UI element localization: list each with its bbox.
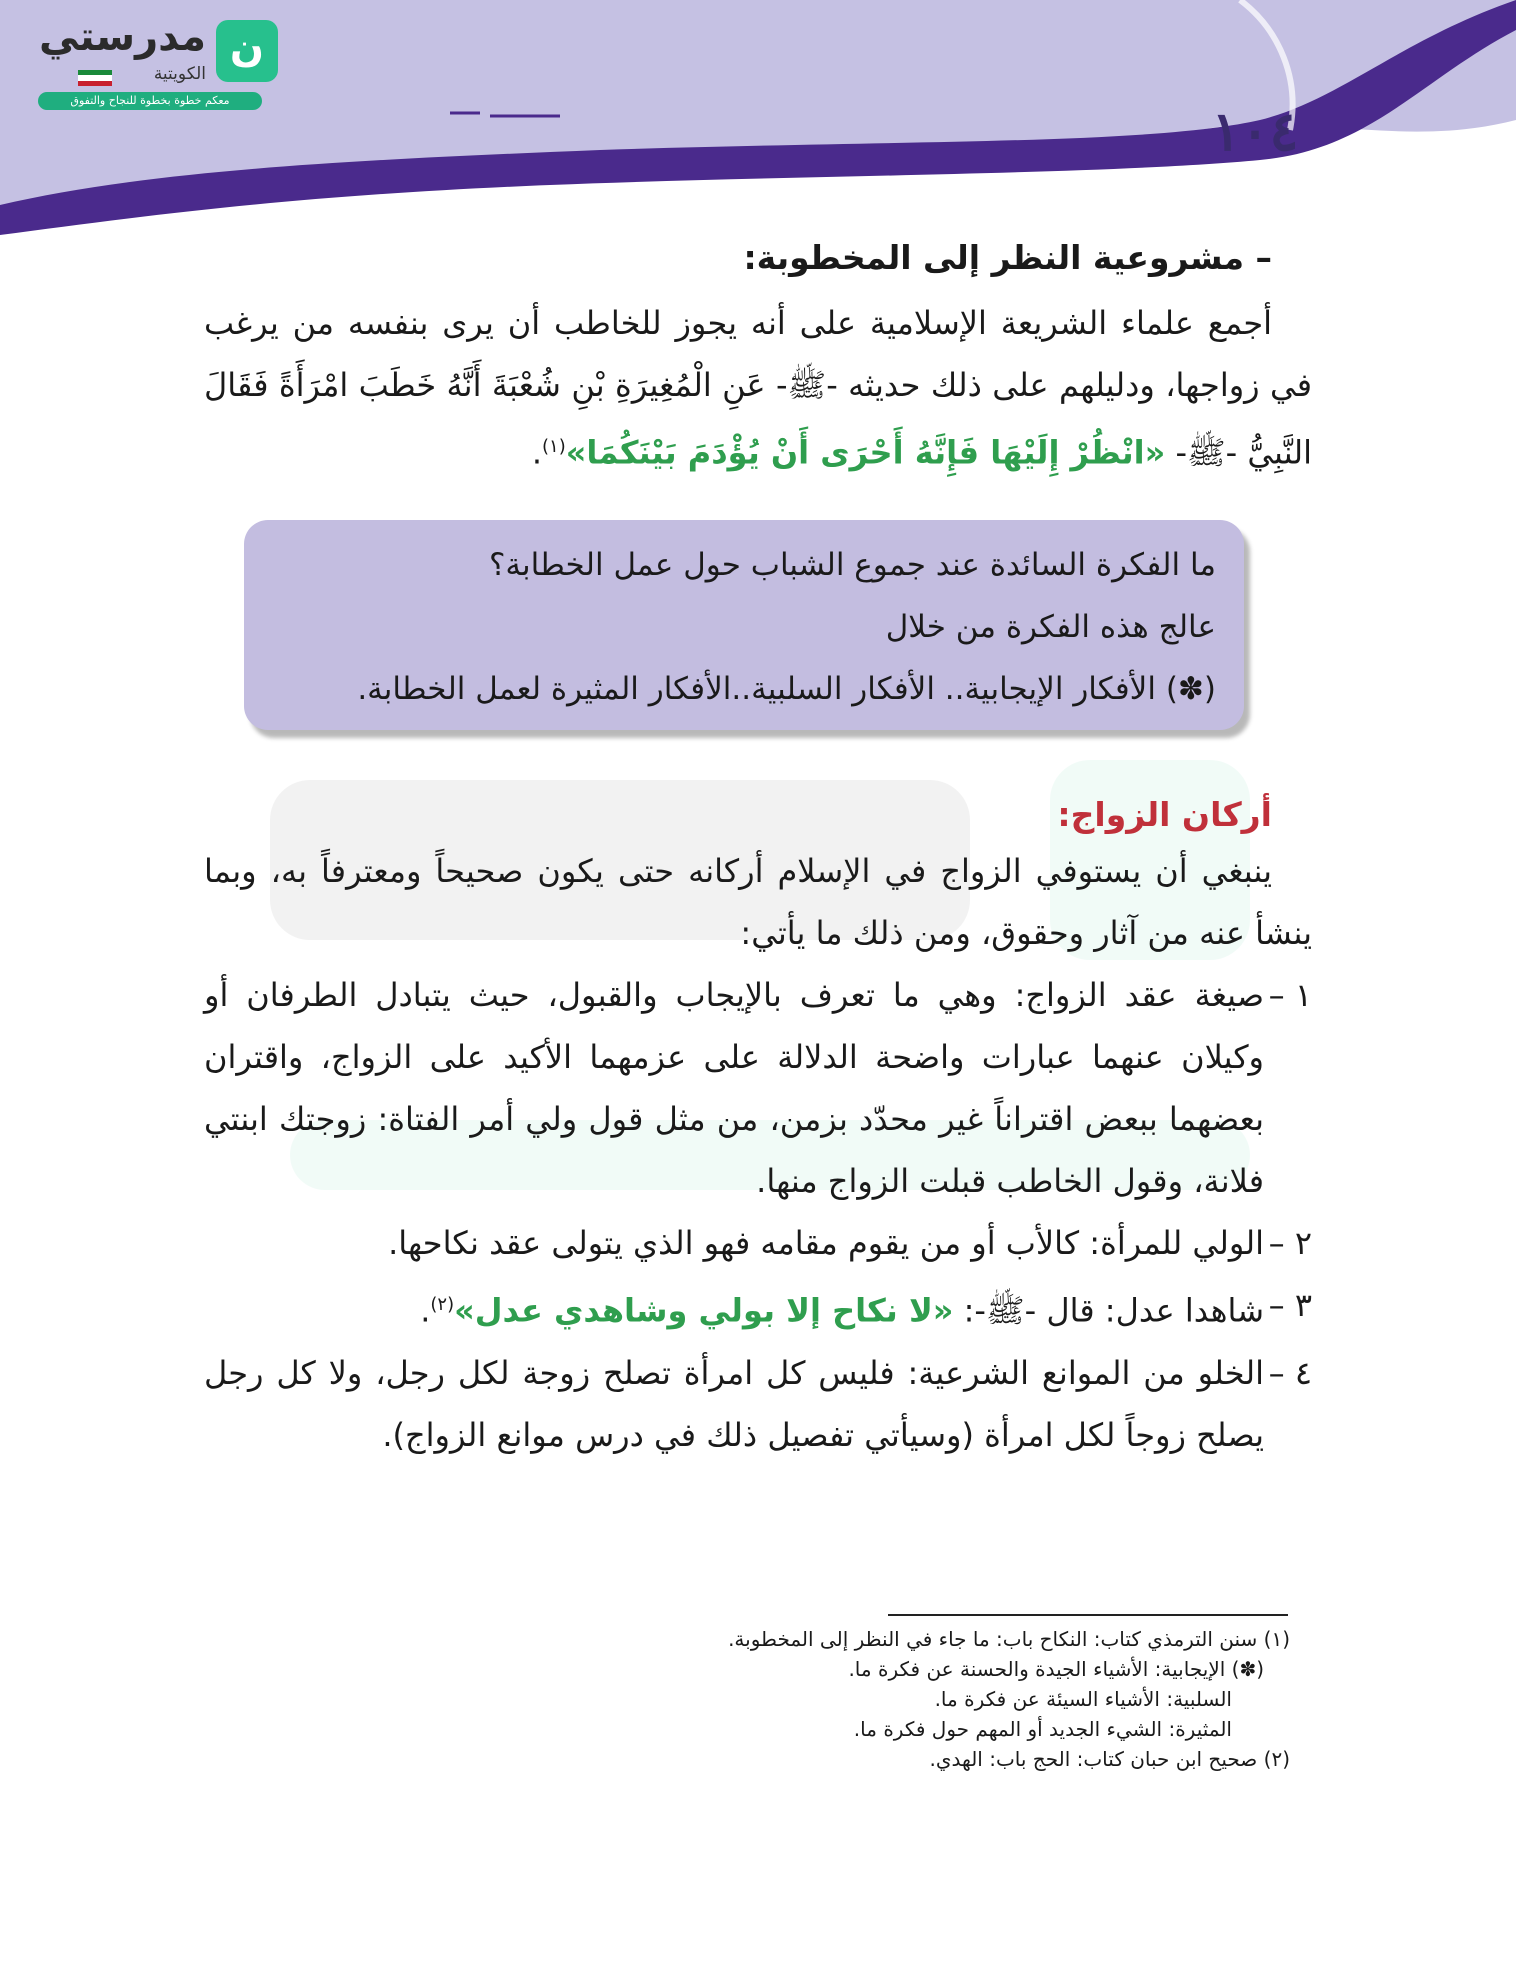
madrasati-logo <box>38 14 278 110</box>
activity-question: ما الفكرة السائدة عند جموع الشباب حول عمل الخطابة؟ <box>488 547 1216 583</box>
footnote-2: (٢) صحيح ابن حبان كتاب: الحج باب: الهدي. <box>929 1747 1290 1771</box>
item-text: صيغة عقد الزواج: وهي ما تعرف بالإيجاب والقبول، حيث يتبادل الطرفان أو وكيلان عنهما عبارات واضحة الدلالة على عزمهما الأكيد على الزواج، واقتران بعضهما ببعض اقتراناً غير محدّد بزمن، من مثل قول ولي أمر الفتاة: زوجتك ابنتي فلانة، وقول الخاطب قبلت الزواج منها. <box>204 976 1264 1200</box>
footnote-ref: (٢) <box>430 1294 455 1315</box>
footnote-divider <box>888 1614 1288 1616</box>
item-number: ١ – <box>1268 976 1312 1014</box>
kuwait-flag-icon <box>78 70 112 86</box>
section-marriage-pillars <box>204 790 1312 1466</box>
footnote-star: (✽) الإيجابية: الأشياء الجيدة والحسنة عن فكرة ما. <box>848 1657 1264 1681</box>
sentence-end: . <box>420 1291 431 1330</box>
hadith-quote: «لا نكاح إلا بولي وشاهدي عدل» <box>454 1291 954 1330</box>
section-intro: ينبغي أن يستوفي الزواج في الإسلام أركانه حتى يكون صحيحاً ومعترفاً به، وبما ينشأ عنه من آثار وحقوق، ومن ذلك ما يأتي: <box>204 852 1312 952</box>
page-number: ١٠٤ <box>1211 99 1299 163</box>
sentence-end: . <box>531 433 542 472</box>
section-heading: – مشروعية النظر إلى المخطوبة: <box>743 238 1272 277</box>
logo-tagline: معكم خطوة بخطوة للنجاح والتفوق <box>38 92 262 110</box>
section-viewing-fiancee <box>204 236 1312 484</box>
logo-country: الكويتية <box>153 64 206 84</box>
activity-instruction: عالج هذه الفكرة من خلال <box>885 609 1216 645</box>
footnote-negative: السلبية: الأشياء السيئة عن فكرة ما. <box>934 1687 1232 1711</box>
logo-name: مدرستي <box>38 14 206 60</box>
section-paragraph <box>204 292 1312 484</box>
item-number: ٣ – <box>1268 1286 1312 1324</box>
pillars-list <box>204 964 1312 1466</box>
list-item <box>204 1274 1312 1342</box>
item-text: الولي للمرأة: كالأب أو من يقوم مقامه فهو الذي يتولى عقد نكاحها. <box>388 1224 1264 1262</box>
list-item <box>204 964 1312 1212</box>
activity-box <box>244 520 1244 730</box>
item-text: الخلو من الموانع الشرعية: فليس كل امرأة تصلح زوجة لكل رجل، ولا كل رجل يصلح زوجاً لكل امرأة (وسيأتي تفصيل ذلك في درس موانع الزواج). <box>204 1353 1264 1454</box>
footnote-exciting: المثيرة: الشيء الجديد أو المهم حول فكرة ما. <box>853 1717 1232 1741</box>
footnote-ref: (١) <box>542 436 566 457</box>
item-number: ٢ – <box>1268 1224 1312 1262</box>
list-item <box>204 1342 1312 1466</box>
activity-ideas: (✽) الأفكار الإيجابية.. الأفكار السلبية..الأفكار المثيرة لعمل الخطابة. <box>357 671 1216 707</box>
section-heading-red: أركان الزواج: <box>1057 795 1272 834</box>
paragraph-text: أجمع علماء الشريعة الإسلامية على أنه يجوز للخاطب أن يرى بنفسه من يرغب في زواجها، ودليلهم على ذلك حديثه -ﷺ- عَنِ الْمُغِيرَةِ بْنِ شُعْبَةَ أَنَّهُ خَطَبَ امْرَأَةً فَقَالَ النَّبِيُّ -ﷺ- <box>204 304 1312 472</box>
footnote-1: (١) سنن الترمذي كتاب: النكاح باب: ما جاء في النظر إلى المخطوبة. <box>728 1627 1290 1651</box>
item-text: شاهدا عدل: قال -ﷺ-: <box>953 1291 1264 1330</box>
madrasati-logo-icon: ن <box>216 20 278 82</box>
list-item <box>204 1212 1312 1274</box>
footnotes <box>600 1624 1290 1774</box>
item-number: ٤ – <box>1268 1353 1312 1392</box>
hadith-quote: «انْظُرْ إِلَيْهَا فَإِنَّهُ أَحْرَى أَنْ يُؤْدَمَ بَيْنَكُمَا» <box>565 433 1166 472</box>
